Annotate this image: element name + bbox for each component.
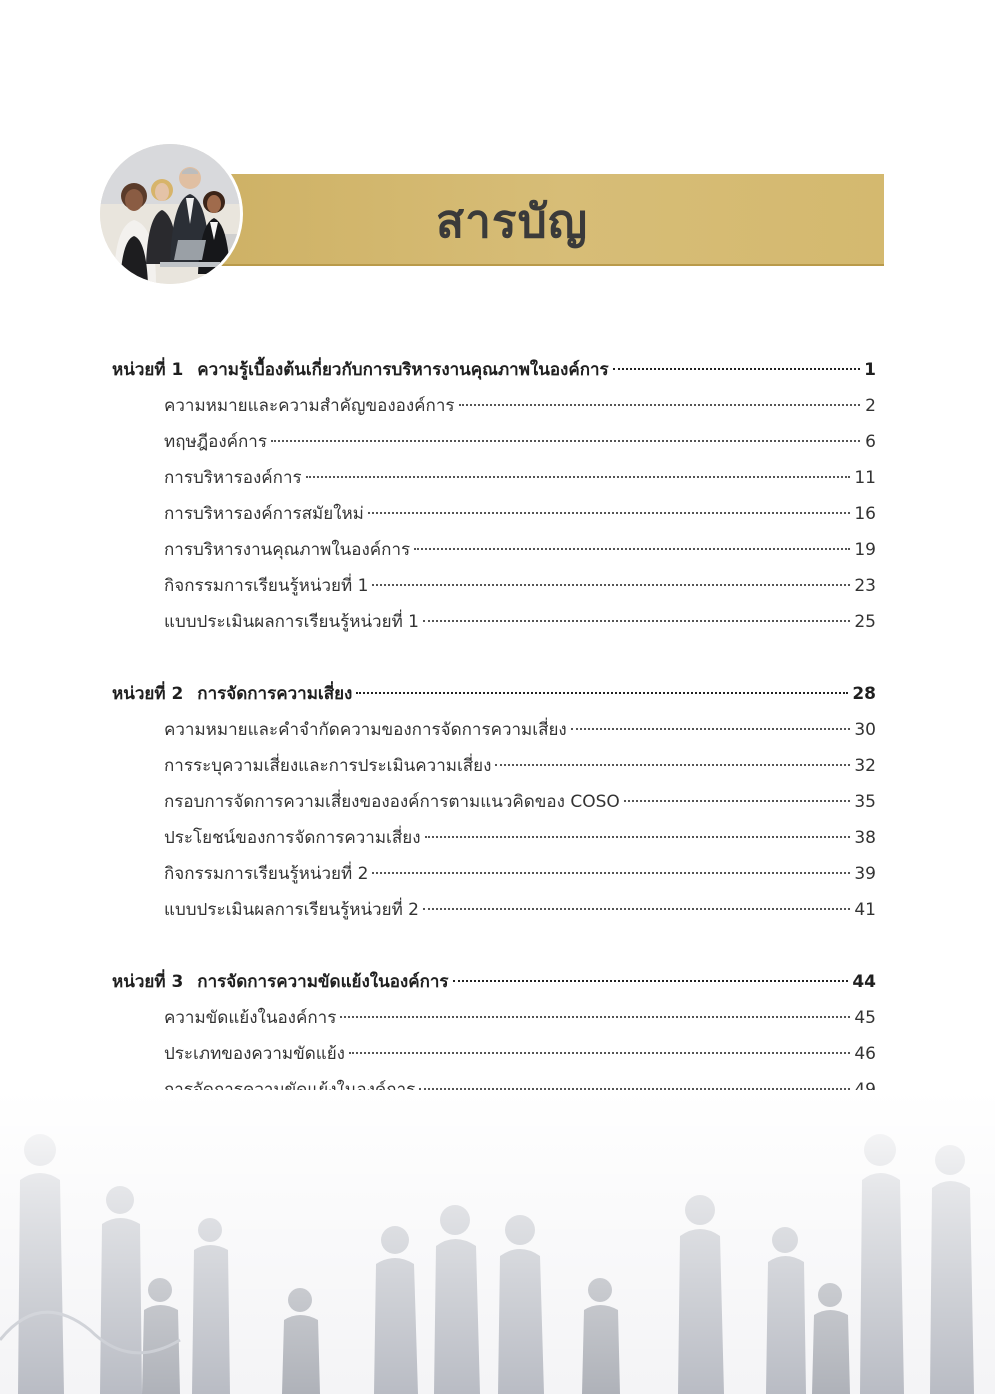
page-number: 1 [864,360,876,380]
dot-leader [372,583,850,586]
toc-entry[interactable] [112,820,876,856]
dot-leader [414,547,850,550]
page-number: 30 [854,720,876,740]
dot-leader [453,979,849,982]
unit-heading[interactable] [112,352,876,388]
unit-label: หน่วยที่ 3 [112,972,184,992]
page-title: สารบัญ [436,194,589,248]
dot-leader [356,691,848,694]
entry-title: การบริหารงานคุณภาพในองค์การ [164,540,411,560]
entry-title: ความขัดแย้งในองค์การ [164,1008,337,1028]
dot-leader [613,367,860,370]
page-number: 35 [854,792,876,812]
dot-leader [368,511,850,514]
toc-entry[interactable] [112,424,876,460]
unit-title: การจัดการความขัดแย้งในองค์การ [197,972,449,992]
page-number: 41 [854,900,876,920]
entry-title: ทฤษฎีองค์การ [164,432,267,452]
dot-leader [495,763,850,766]
toc-entry[interactable] [112,568,876,604]
unit-title: การจัดการความเสี่ยง [197,684,353,704]
page-number: 25 [854,612,876,632]
unit-label: หน่วยที่ 1 [112,360,184,380]
unit-heading[interactable] [112,676,876,712]
dot-leader [423,619,850,622]
page-number: 32 [854,756,876,776]
page-number: 19 [854,540,876,560]
toc-entry[interactable] [112,1000,876,1036]
dot-leader [425,835,851,838]
page-number: 46 [854,1044,876,1064]
page-number: 16 [854,504,876,524]
page-number: 44 [852,972,876,992]
unit-2 [112,676,876,928]
entry-title: ประโยชน์ของการจัดการความเสี่ยง [164,828,421,848]
page-number: 6 [865,432,876,452]
page-number: 23 [854,576,876,596]
toc-entry[interactable] [112,604,876,640]
page-number: 38 [854,828,876,848]
entry-title: กิจกรรมการเรียนรู้หน่วยที่ 1 [164,576,369,596]
entry-title: ความหมายและคำจำกัดความของการจัดการความเสี่ยง [164,720,567,740]
unit-title: ความรู้เบื้องต้นเกี่ยวกับการบริหารงานคุณภาพในองค์การ [197,360,609,380]
page-number: 28 [852,684,876,704]
toc-entry[interactable] [112,1036,876,1072]
dot-leader [271,439,860,442]
toc-entry[interactable] [112,748,876,784]
toc-entry[interactable] [112,784,876,820]
entry-title: ความหมายและความสำคัญขององค์การ [164,396,455,416]
entry-title: แบบประเมินผลการเรียนรู้หน่วยที่ 2 [164,900,419,920]
dot-leader [571,727,851,730]
toc-entry[interactable] [112,460,876,496]
unit-label: หน่วยที่ 2 [112,684,184,704]
business-team-photo [100,144,240,284]
dot-leader [372,871,850,874]
dot-leader [423,907,850,910]
toc-entry[interactable] [112,388,876,424]
unit-1 [112,352,876,640]
entry-title: การบริหารองค์การสมัยใหม่ [164,504,364,524]
toc-entry[interactable] [112,892,876,928]
page-number: 39 [854,864,876,884]
entry-title: กรอบการจัดการความเสี่ยงขององค์การตามแนวคิดของ COSO [164,792,620,812]
entry-title: แบบประเมินผลการเรียนรู้หน่วยที่ 1 [164,612,419,632]
unit-heading[interactable] [112,964,876,1000]
page-number: 11 [854,468,876,488]
page-number: 45 [854,1008,876,1028]
business-silhouettes-background [0,1090,995,1394]
page-number: 2 [865,396,876,416]
toc-entry[interactable] [112,856,876,892]
entry-title: การบริหารองค์การ [164,468,302,488]
dot-leader [624,799,851,802]
entry-title: ประเภทของความขัดแย้ง [164,1044,345,1064]
dot-leader [349,1051,850,1054]
entry-title: การระบุความเสี่ยงและการประเมินความเสี่ยง [164,756,492,776]
dot-leader [340,1015,850,1018]
toc-entry[interactable] [112,496,876,532]
entry-title: กิจกรรมการเรียนรู้หน่วยที่ 2 [164,864,369,884]
toc-entry[interactable] [112,712,876,748]
dot-leader [459,403,860,406]
toc-entry[interactable] [112,532,876,568]
dot-leader [306,475,851,478]
